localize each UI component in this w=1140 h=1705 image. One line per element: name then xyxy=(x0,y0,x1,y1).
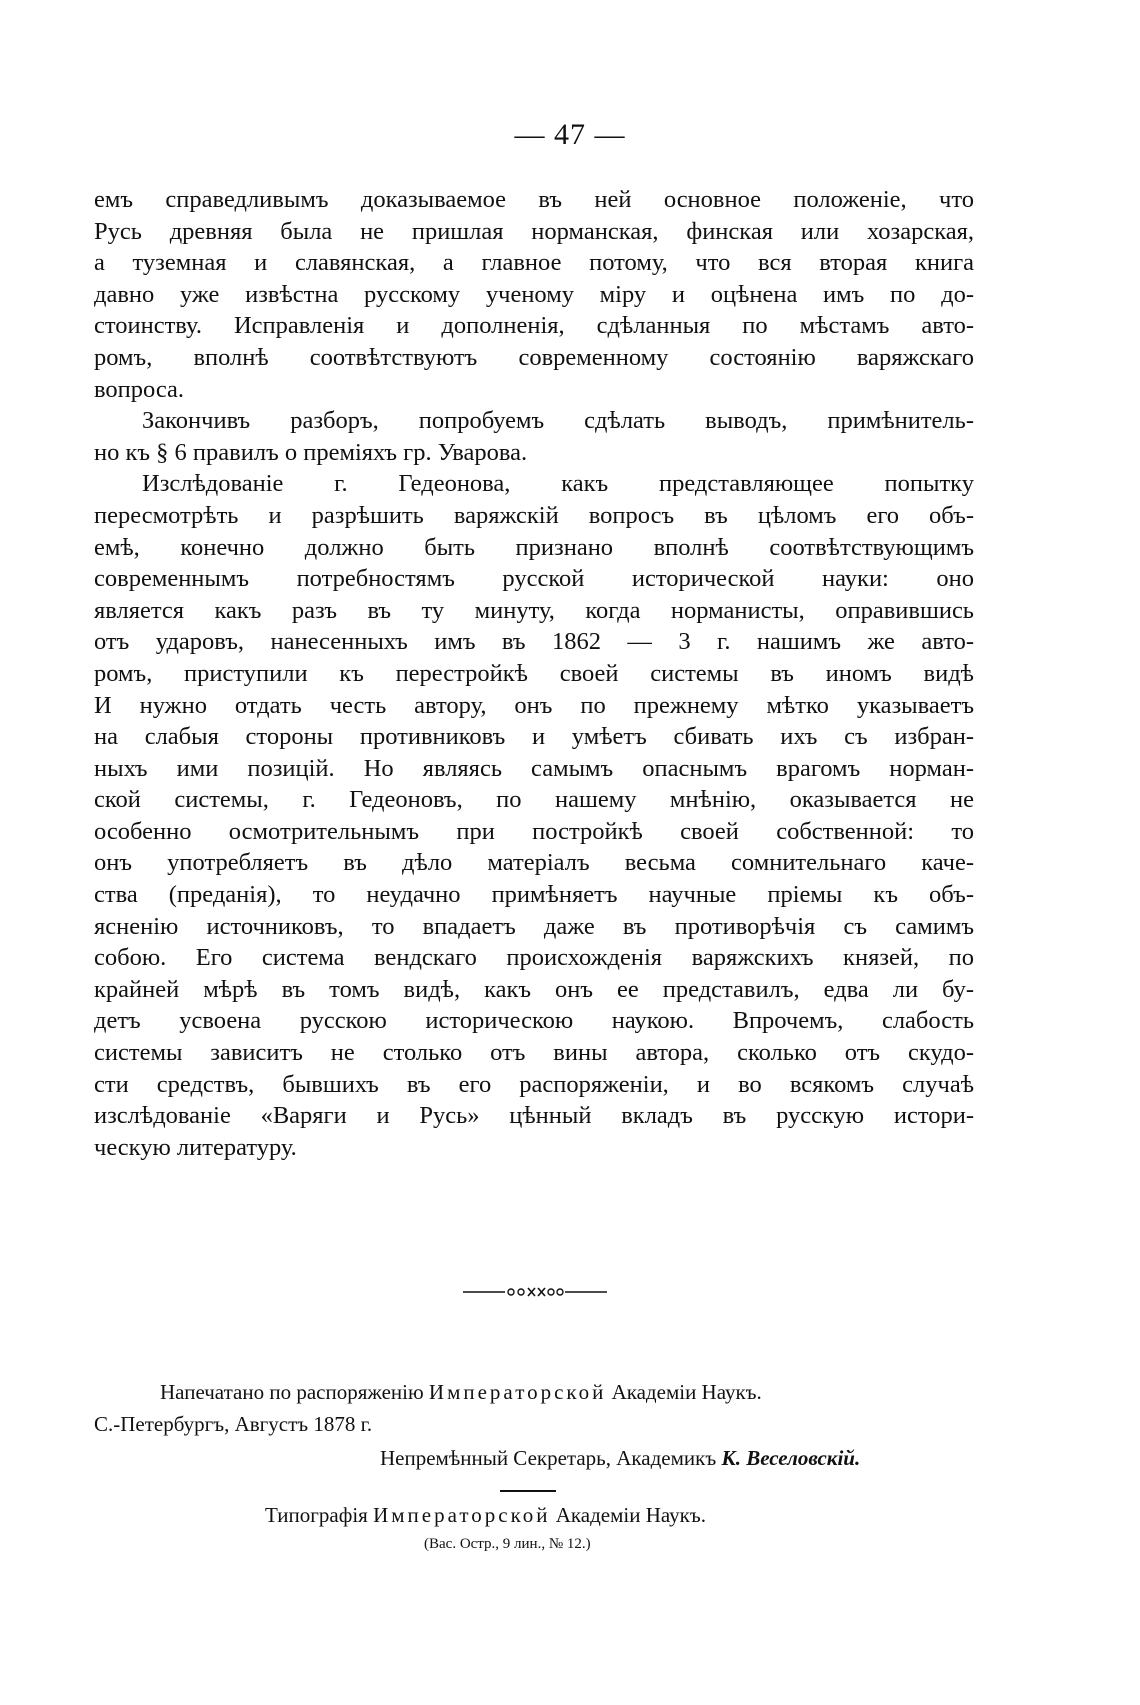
text-line: вопроса. xyxy=(94,375,185,403)
text-line: современнымъ потребностямъ русской исторической науки: оно xyxy=(94,565,974,593)
text-line: Закончивъ разборъ, попробуемъ сдѣлать выводъ, примѣнитель- xyxy=(142,407,974,435)
text-line: Изслѣдованіе г. Гедеонова, какъ представляющее попытку xyxy=(142,470,974,498)
colophon-secretary: Непремѣнный Секретарь, Академикъ К. Веселовскій. xyxy=(380,1446,861,1470)
divider-rule xyxy=(500,1490,556,1492)
text-line: ства (преданія), то неудачно примѣняетъ научные пріемы къ объ- xyxy=(94,881,974,909)
text-line: ромъ, приступили къ перестройкѣ своей системы въ иномъ видѣ xyxy=(94,659,974,687)
text-line: системы зависитъ не столько отъ вины автора, сколько отъ скудо- xyxy=(94,1039,974,1067)
text-line: сти средствъ, бывшихъ въ его распоряженіи, и во всякомъ случаѣ xyxy=(94,1070,974,1098)
body-text xyxy=(94,184,974,1163)
ornament-divider-icon xyxy=(463,1285,607,1299)
text-line: ромъ, вполнѣ соотвѣтствуютъ современному состоянію варяжскаго xyxy=(94,343,974,371)
text-line: изслѣдованіе «Варяги и Русь» цѣнный вкладъ въ русскую истори- xyxy=(94,1102,974,1130)
text-line: И нужно отдать честь автору, онъ по прежнему мѣтко указываетъ xyxy=(94,691,974,719)
colophon-printer: Типографія Императорской Академіи Наукъ. xyxy=(265,1503,706,1527)
page-number: — 47 — xyxy=(514,118,626,151)
text-line: на слабыя стороны противниковъ и умѣетъ сбивать ихъ съ избран- xyxy=(94,723,974,751)
colophon-imprint: Напечатано по распоряженію Императорской Академіи Наукъ. xyxy=(160,1380,762,1404)
text-line: ческую литературу. xyxy=(94,1133,297,1161)
text-line: крайней мѣрѣ въ томъ видѣ, какъ онъ ее представилъ, едва ли бу- xyxy=(94,975,974,1003)
text-line: а туземная и славянская, а главное потому, что вся вторая книга xyxy=(94,249,974,277)
text-line: стоинству. Исправленія и дополненія, сдѣланныя по мѣстамъ авто- xyxy=(94,312,974,340)
text-line: емѣ, конечно должно быть признано вполнѣ соотвѣтствующимъ xyxy=(94,533,974,561)
text-line: но къ § 6 правилъ о преміяхъ гр. Уварова. xyxy=(94,438,528,466)
text-line: ясненію источниковъ, то впадаетъ даже въ противорѣчія съ самимъ xyxy=(94,912,974,940)
text-line: ской системы, г. Гедеоновъ, по нашему мнѣнію, оказывается не xyxy=(94,786,974,814)
text-line: детъ усвоена русскою историческою наукою. Впрочемъ, слабость xyxy=(94,1007,974,1035)
text-line: является какъ разъ въ ту минуту, когда норманисты, оправившись xyxy=(94,596,974,624)
text-line: ныхъ ими позицій. Но являясь самымъ опаснымъ врагомъ норман- xyxy=(94,754,974,782)
text-line: особенно осмотрительнымъ при постройкѣ своей собственной: то xyxy=(94,817,974,845)
text-line: онъ употребляетъ въ дѣло матеріалъ весьма сомнительнаго каче- xyxy=(94,849,974,877)
text-line: пересмотрѣть и разрѣшить варяжскій вопросъ въ цѣломъ его объ- xyxy=(94,501,974,529)
text-line: собою. Его система вендскаго происхожденія варяжскихъ князей, по xyxy=(94,944,974,972)
text-line: отъ ударовъ, нанесенныхъ имъ въ 1862 — 3 г. нашимъ же авто- xyxy=(94,628,974,656)
text-line: давно уже извѣстна русскому ученому міру и оцѣнена имъ по до- xyxy=(94,280,974,308)
colophon-place-date: С.-Петербургъ, Августъ 1878 г. xyxy=(94,1412,373,1436)
colophon-address: (Вас. Остр., 9 лин., № 12.) xyxy=(424,1536,591,1552)
text-line: емъ справедливымъ доказываемое въ ней основное положеніе, что xyxy=(94,186,974,213)
text-line: Русь древняя была не пришлая норманская, финская или хозарская, xyxy=(94,217,974,245)
